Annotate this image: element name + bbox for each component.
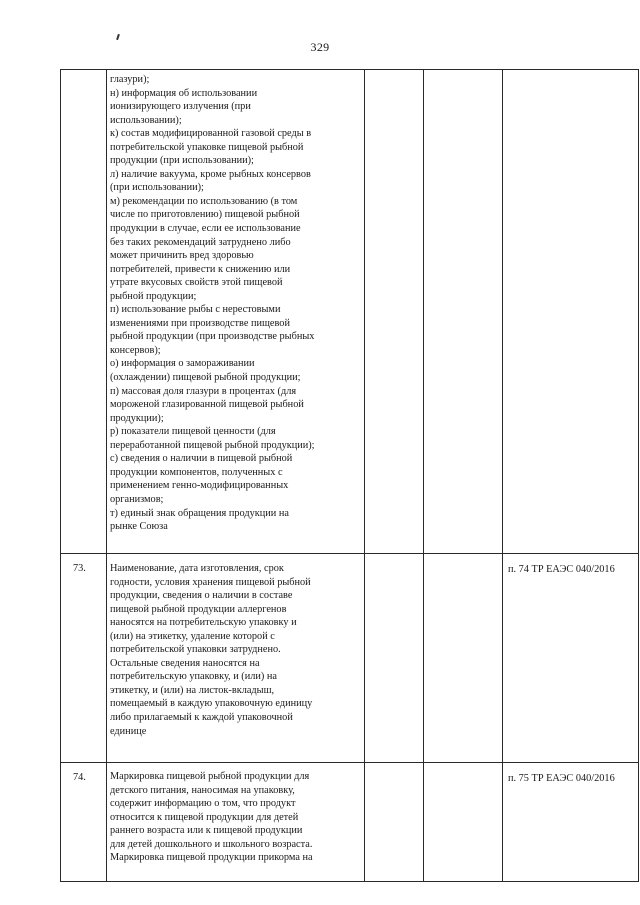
text-line: пищевой рыбной продукции аллергенов: [110, 603, 287, 615]
text-line: раннего возраста или к пищевой продукции: [110, 825, 303, 837]
text-line: Наименование, дата изготовления, срок: [110, 563, 284, 574]
reference-cell: п. 75 ТР ЕАЭС 040/2016: [503, 763, 639, 882]
text-line: продукции, сведения о наличии в составе: [110, 590, 293, 602]
text-line: продукции компонентов, полученных с: [110, 466, 283, 478]
text-line: Остальные сведения наносятся на: [110, 657, 260, 669]
text-line: о) информация о замораживании: [110, 358, 255, 370]
text-line: н) информация об использовании: [110, 87, 258, 99]
requirements-table: [60, 69, 639, 882]
text-line: рыбной продукции;: [110, 290, 197, 302]
empty-cell: [365, 554, 424, 763]
text-line: единице: [110, 725, 147, 737]
text-line: мороженой глазированной пищевой рыбной: [110, 399, 304, 411]
text-line: потребительской упаковке пищевой рыбной: [110, 141, 304, 153]
row-number: 73.: [61, 554, 107, 763]
table-row: [61, 554, 639, 763]
text-line: организмов;: [110, 493, 164, 505]
text-line: м) рекомендации по использованию (в том: [110, 195, 298, 207]
text-line: детского питания, наносимая на упаковку,: [110, 784, 295, 796]
text-line: т) единый знак обращения продукции на: [110, 507, 289, 519]
text-line: без таких рекомендаций затруднено либо: [110, 236, 291, 248]
text-line: потребительской упаковки затруднено.: [110, 644, 281, 656]
table-row: [61, 763, 639, 882]
text-line: потребителей, привести к снижению или: [110, 263, 291, 275]
text-line: изменениями при производстве пищевой: [110, 317, 290, 329]
text-line: для детей дошкольного и школьного возраста.: [110, 838, 313, 850]
text-line: годности, условия хранения пищевой рыбной: [110, 576, 311, 588]
text-line: применением генно-модифицированных: [110, 480, 289, 492]
reference-cell: [503, 70, 639, 554]
text-line: р) показатели пищевой ценности (для: [110, 426, 276, 438]
requirement-text: [107, 70, 365, 554]
text-line: продукции в случае, если ее использование: [110, 223, 301, 235]
empty-cell: [365, 70, 424, 554]
text-line: л) наличие вакуума, кроме рыбных консервов: [110, 168, 311, 180]
text-line: этикетку, и (или) на листок-вкладыш,: [110, 684, 275, 696]
text-line: наносятся на потребительскую упаковку и: [110, 617, 297, 629]
text-line: может причинить вред здоровью: [110, 250, 254, 262]
text-line: относится к пищевой продукции для детей: [110, 811, 299, 823]
empty-cell: [365, 763, 424, 882]
text-line: глазури);: [110, 74, 150, 85]
empty-cell: [424, 70, 503, 554]
text-line: продукции (при использовании);: [110, 155, 254, 167]
row-number: [61, 70, 107, 554]
text-line: рыбной продукции (при производстве рыбных: [110, 331, 315, 343]
text-line: содержит информацию о том, что продукт: [110, 798, 296, 810]
text-line: либо прилагаемый к каждой упаковочной: [110, 712, 293, 724]
empty-cell: [424, 554, 503, 763]
text-line: использовании);: [110, 114, 182, 126]
requirement-text: [107, 763, 365, 882]
text-line: числе по приготовлению) пищевой рыбной: [110, 209, 300, 221]
row-number: 74.: [61, 763, 107, 882]
text-line: с) сведения о наличии в пищевой рыбной: [110, 453, 293, 465]
text-line: Маркировка пищевой рыбной продукции для: [110, 771, 310, 782]
text-line: (охлаждении) пищевой рыбной продукции;: [110, 372, 301, 384]
text-line: п) использование рыбы с нерестовыми: [110, 304, 281, 316]
empty-cell: [424, 763, 503, 882]
text-line: п) массовая доля глазури в процентах (для: [110, 385, 297, 397]
reference-cell: п. 74 ТР ЕАЭС 040/2016: [503, 554, 639, 763]
text-line: ионизирующего излучения (при: [110, 101, 251, 113]
text-line: (или) на этикетку, удаление которой с: [110, 630, 275, 642]
text-line: рынке Союза: [110, 521, 168, 533]
page-number: 329: [310, 40, 330, 54]
table-row: [61, 70, 639, 554]
text-line: Маркировка пищевой продукции прикорма на: [110, 852, 313, 864]
text-line: к) состав модифицированной газовой среды в: [110, 128, 312, 140]
text-line: продукции);: [110, 412, 164, 424]
text-line: (при использовании);: [110, 182, 204, 194]
text-line: утрате вкусовых свойств этой пищевой: [110, 277, 283, 289]
requirement-text: [107, 554, 365, 763]
text-line: переработанной пищевой рыбной продукции);: [110, 439, 315, 451]
text-line: потребительскую упаковку, и (или) на: [110, 671, 277, 683]
text-line: помещаемый в каждую упаковочную единицу: [110, 698, 313, 710]
text-line: консервов);: [110, 344, 161, 356]
